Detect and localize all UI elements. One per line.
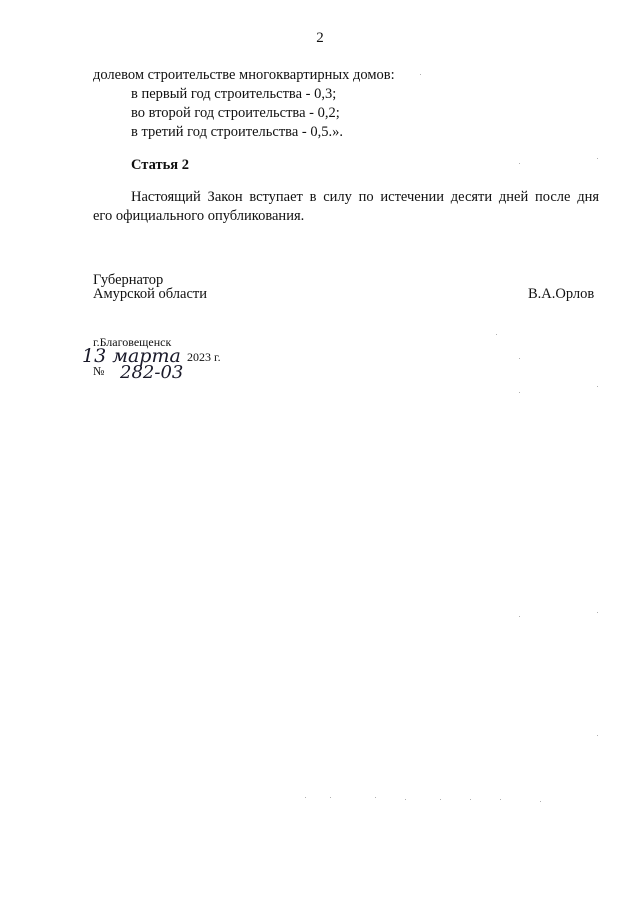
list-item-first-year: в первый год строительства - 0,3; [131, 86, 337, 102]
page-number: 2 [316, 30, 324, 46]
scan-speck [519, 358, 520, 359]
article-text-line2: его официального опубликования. [93, 208, 305, 224]
article-text-line1: Настоящий Закон вступает в силу по истечении десяти дней после дня [131, 189, 599, 205]
scan-speck [305, 797, 306, 798]
number-sign: № [93, 364, 105, 378]
signatory-title-line2: Амурской области [93, 286, 207, 302]
scan-speck [405, 799, 406, 800]
scan-speck [330, 797, 331, 798]
scan-speck [420, 74, 421, 75]
scan-speck [496, 334, 497, 335]
scan-speck [540, 801, 541, 802]
body-line-continuation: долевом строительстве многоквартирных домов: [93, 67, 395, 83]
scan-speck [597, 158, 598, 159]
city-label: г.Благовещенск [93, 335, 172, 349]
scan-speck [519, 616, 520, 617]
scan-speck [500, 799, 501, 800]
scan-speck [375, 797, 376, 798]
scan-speck [440, 799, 441, 800]
signatory-name: В.А.Орлов [528, 286, 595, 302]
scan-speck [597, 735, 598, 736]
scan-speck [519, 163, 520, 164]
scan-speck [470, 799, 471, 800]
scan-speck [597, 612, 598, 613]
scan-speck [519, 392, 520, 393]
handwritten-law-number: 282-03 [120, 362, 184, 383]
list-item-second-year: во второй год строительства - 0,2; [131, 105, 340, 121]
year-label: 2023 г. [187, 350, 221, 364]
list-item-third-year: в третий год строительства - 0,5.». [131, 124, 343, 140]
signatory-title-line1: Губернатор [93, 272, 164, 288]
article-heading: Статья 2 [131, 157, 189, 173]
handwritten-date: 13 марта [82, 345, 181, 367]
article-text [93, 188, 599, 226]
scan-speck [597, 386, 598, 387]
